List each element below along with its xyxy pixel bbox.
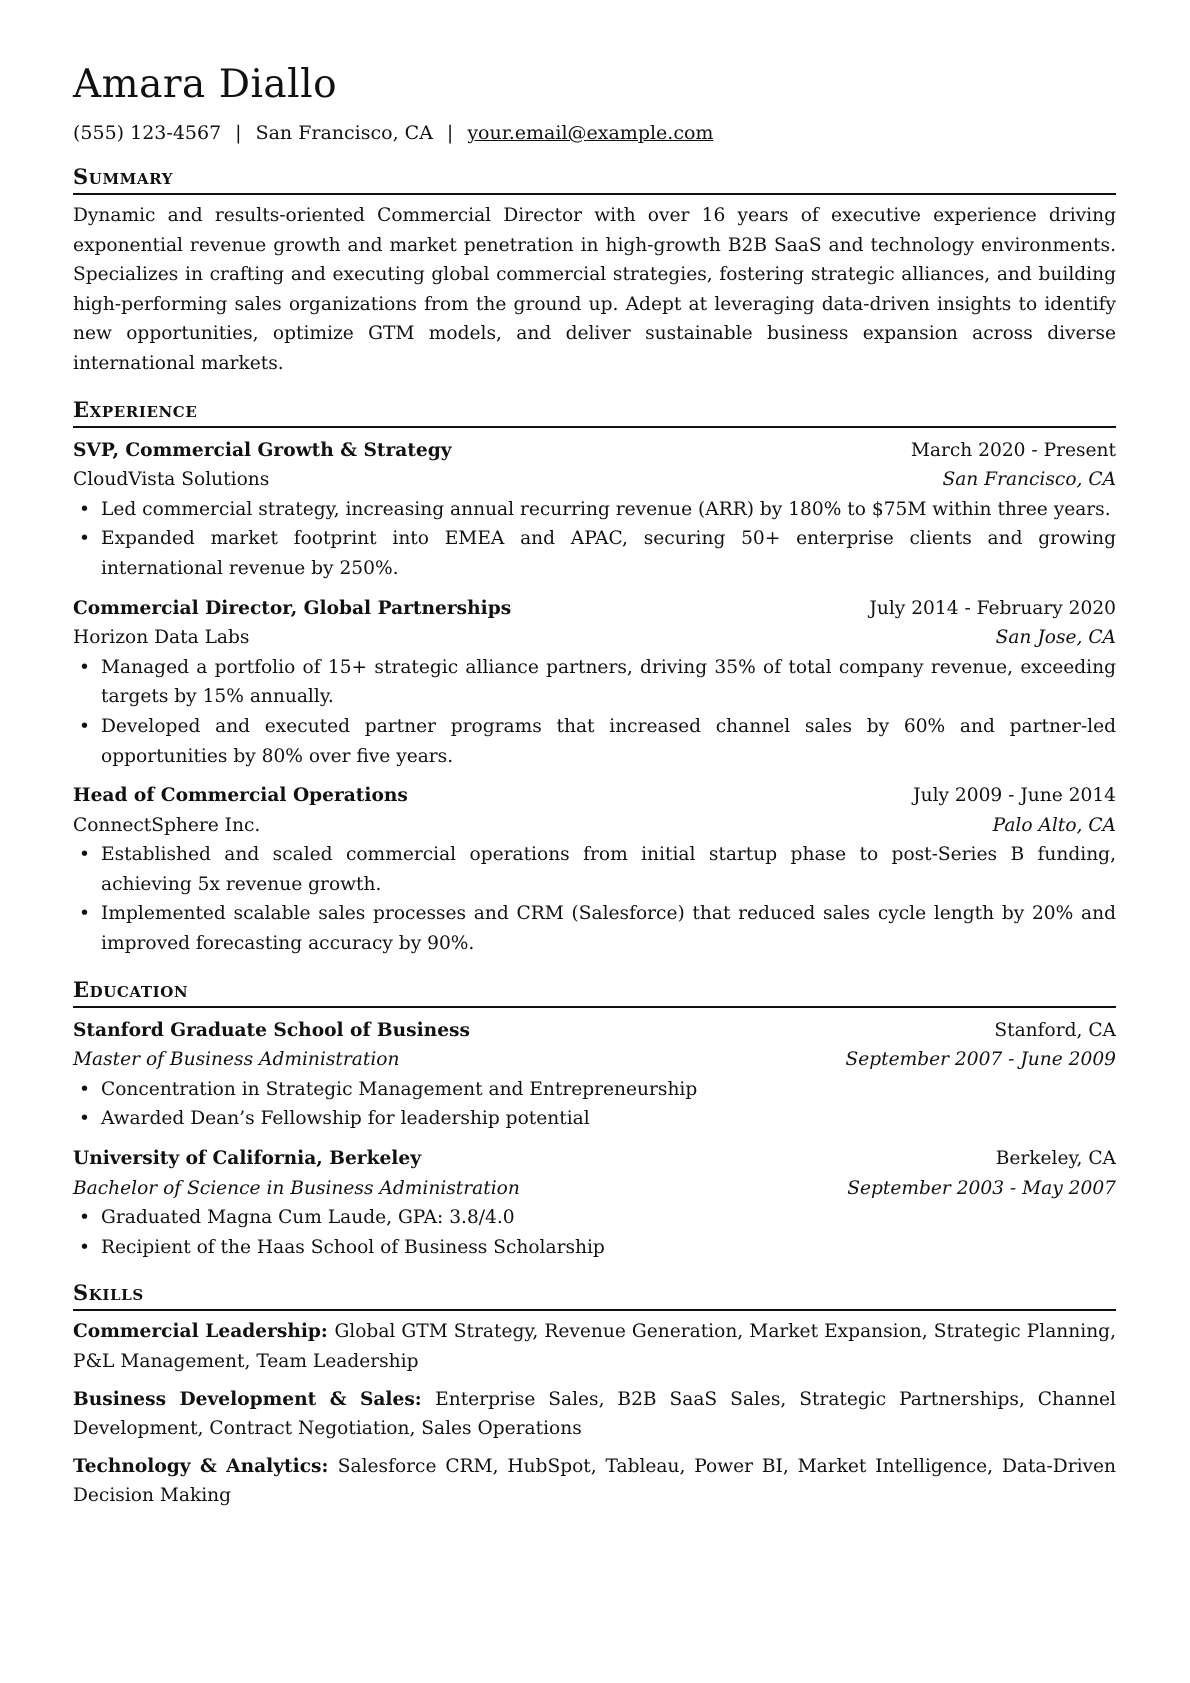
bullet-item: • Established and scaled commercial operations from initial startup phase to post-Series B funding, achieving 5x revenue growth.	[73, 840, 1116, 899]
skill-group-items: Salesforce CRM, HubSpot, Tableau, Power BI, Market Intelligence, Data-Driven Decision Making	[73, 1455, 1117, 1507]
degree-row	[73, 1174, 1116, 1204]
degree-name: Bachelor of Science in Business Administration	[73, 1177, 520, 1199]
job-company: Horizon Data Labs	[73, 627, 250, 649]
bullet-item: • Developed and executed partner programs that increased channel sales by 60% and partner-led opportunities by 80% over five years.	[73, 712, 1116, 771]
job-location: San Jose, CA	[995, 627, 1116, 649]
bullet-item: • Graduated Magna Cum Laude, GPA: 3.8/4.0	[73, 1203, 1116, 1233]
job-header-row	[73, 781, 1116, 811]
school-location: Stanford, CA	[994, 1019, 1116, 1041]
skill-group-items: Global GTM Strategy, Revenue Generation, Market Expansion, Strategic Planning, P&L Management, Team Leadership	[73, 1321, 1116, 1372]
job-header-row	[73, 594, 1116, 624]
job-role: Commercial Director, Global Partnerships	[73, 597, 512, 619]
degree-row	[73, 1045, 1116, 1075]
bullet-item: • Implemented scalable sales processes and CRM (Salesforce) that reduced sales cycle length by 20% and improved forecasting accuracy by 90%.	[73, 899, 1116, 958]
job-bullets	[73, 495, 1116, 584]
job-dates: July 2014 - February 2020	[869, 597, 1116, 619]
job-company-row	[73, 811, 1116, 841]
separator: |	[235, 122, 242, 144]
separator: |	[446, 122, 454, 144]
job-company: CloudVista Solutions	[73, 469, 270, 491]
education-entry	[73, 1016, 1116, 1134]
section-title-education: Education	[73, 977, 1116, 1008]
email-link[interactable]: your.email@example.com	[467, 122, 714, 144]
bullet-icon: •	[79, 844, 90, 866]
bullet-icon: •	[79, 656, 90, 678]
bullet-item: • Recipient of the Haas School of Business Scholarship	[73, 1233, 1116, 1263]
job-entry	[73, 781, 1116, 959]
job-role: Head of Commercial Operations	[73, 785, 408, 807]
job-company: ConnectSphere Inc.	[73, 814, 261, 836]
job-location: Palo Alto, CA	[992, 814, 1116, 836]
job-entry	[73, 436, 1116, 584]
skill-group	[73, 1385, 1116, 1444]
bullet-item: • Concentration in Strategic Management and Entrepreneurship	[73, 1075, 1116, 1105]
school-header-row	[73, 1144, 1116, 1174]
school-header-row	[73, 1016, 1116, 1046]
skill-group	[73, 1317, 1116, 1376]
bullet-icon: •	[79, 1236, 90, 1258]
education-bullets	[73, 1075, 1116, 1134]
bullet-item: • Awarded Dean’s Fellowship for leadership potential	[73, 1104, 1116, 1134]
job-dates: March 2020 - Present	[910, 439, 1116, 461]
phone-number: (555) 123-4567	[73, 122, 222, 144]
job-company-row	[73, 465, 1116, 495]
section-title-experience: Experience	[73, 397, 1116, 428]
degree-dates: September 2003 - May 2007	[847, 1177, 1116, 1199]
bullet-icon: •	[79, 1108, 90, 1130]
skill-group-items: Enterprise Sales, B2B SaaS Sales, Strategic Partnerships, Channel Development, Contract Negotiation, Sales Operations	[73, 1388, 1116, 1440]
bullet-item: • Managed a portfolio of 15+ strategic alliance partners, driving 35% of total company revenue, exceeding targets by 15% annually.	[73, 653, 1116, 712]
bullet-item: • Expanded market footprint into EMEA and APAC, securing 50+ enterprise clients and growing international revenue by 250%.	[73, 524, 1116, 583]
education-entry	[73, 1144, 1116, 1262]
school-location: Berkeley, CA	[995, 1148, 1116, 1170]
bullet-item: • Led commercial strategy, increasing annual recurring revenue (ARR) by 180% to $75M within three years.	[73, 495, 1116, 525]
bullet-icon: •	[79, 903, 90, 925]
bullet-icon: •	[79, 498, 90, 520]
job-entry	[73, 594, 1116, 772]
contact-line	[73, 120, 1116, 146]
bullet-icon: •	[79, 528, 90, 550]
bullet-icon: •	[79, 715, 90, 737]
location: San Francisco, CA	[255, 122, 433, 144]
job-location: San Francisco, CA	[942, 469, 1116, 491]
school-name: Stanford Graduate School of Business	[73, 1019, 470, 1041]
bullet-icon: •	[79, 1078, 90, 1100]
summary-text: Dynamic and results-oriented Commercial Director with over 16 years of executive experience driving exponential revenue growth and market penetration in high-growth B2B SaaS and technology environments. Specializes in crafting and executing global commercial strategies, fostering strategic alliances, and building high-performing sales organizations from the ground up. Adept at leveraging data-driven insights to identify new opportunities, optimize GTM models, and deliver sustainable business expansion across diverse international markets.	[73, 205, 1116, 374]
job-company-row	[73, 623, 1116, 653]
section-title-skills: Skills	[73, 1280, 1116, 1311]
bullet-icon: •	[79, 1207, 90, 1229]
school-name: University of California, Berkeley	[73, 1148, 421, 1170]
job-bullets	[73, 653, 1116, 771]
degree-name: Master of Business Administration	[73, 1049, 400, 1071]
skill-group-label: Technology & Analytics:	[73, 1455, 338, 1477]
candidate-name: Amara Diallo	[73, 62, 338, 107]
job-dates: July 2009 - June 2014	[913, 785, 1116, 807]
skill-group-label: Business Development & Sales:	[73, 1388, 436, 1410]
skill-group-label: Commercial Leadership:	[73, 1321, 335, 1343]
section-title-summary: Summary	[73, 164, 1116, 195]
job-header-row	[73, 436, 1116, 466]
job-role: SVP, Commercial Growth & Strategy	[73, 439, 452, 461]
job-bullets	[73, 840, 1116, 958]
education-bullets	[73, 1203, 1116, 1262]
skill-group	[73, 1452, 1116, 1511]
degree-dates: September 2007 - June 2009	[845, 1049, 1116, 1071]
